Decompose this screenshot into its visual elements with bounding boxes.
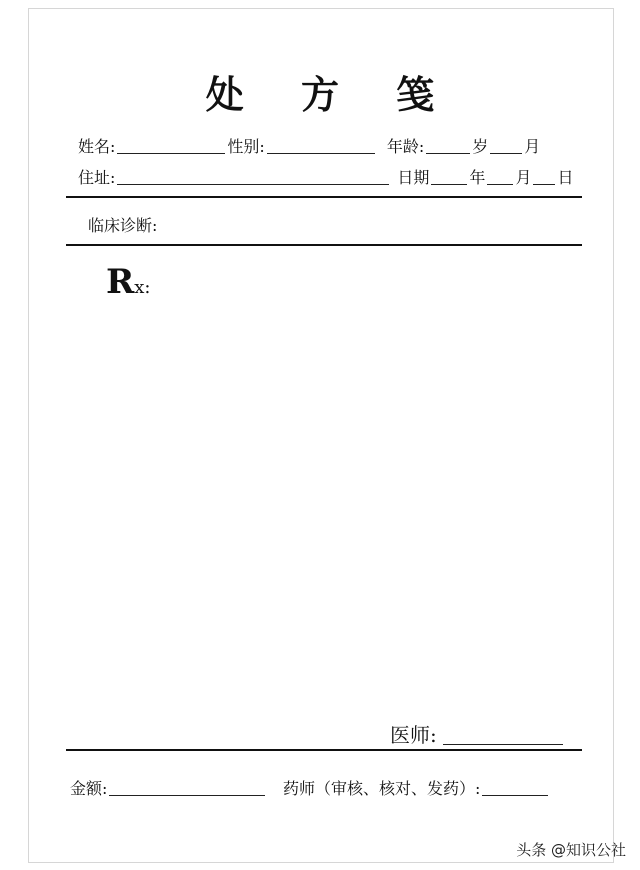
date-month-field[interactable] <box>487 183 513 185</box>
rx-suffix: x: <box>134 277 151 298</box>
doctor-field[interactable] <box>443 743 563 745</box>
rx-letter: R <box>106 262 135 302</box>
diagnosis-label: 临床诊断: <box>88 216 158 235</box>
form-title: 处 方 笺 <box>205 72 457 117</box>
gender-label: 性别: <box>227 137 265 156</box>
watermark: 头条 @知识公社 <box>516 841 626 859</box>
amount-field[interactable] <box>109 794 265 796</box>
age-year-unit: 岁 <box>472 137 489 156</box>
date-year-field[interactable] <box>431 183 467 185</box>
name-field[interactable] <box>117 152 225 154</box>
patient-info-row-1 <box>78 134 540 157</box>
date-year: 年 <box>469 168 486 187</box>
divider-diagnosis <box>66 244 582 246</box>
divider-bottom <box>66 749 582 751</box>
date-month: 月 <box>515 168 532 187</box>
age-years-field[interactable] <box>426 152 470 154</box>
divider-top <box>66 196 582 198</box>
date-day-field[interactable] <box>533 183 555 185</box>
address-field[interactable] <box>117 183 389 185</box>
doctor-signature-row <box>390 719 565 748</box>
gender-field[interactable] <box>267 152 375 154</box>
amount-label: 金额: <box>70 779 108 798</box>
pharmacist-row <box>283 776 550 799</box>
age-months-field[interactable] <box>490 152 522 154</box>
address-label: 住址: <box>78 168 116 187</box>
pharmacist-field[interactable] <box>482 794 548 796</box>
rx-symbol <box>106 262 150 302</box>
amount-row <box>70 776 267 799</box>
date-day: 日 <box>557 168 574 187</box>
doctor-label: 医师: <box>390 723 437 747</box>
pharmacist-label: 药师（审核、核对、发药）: <box>283 779 481 798</box>
age-label: 年龄: <box>386 137 425 156</box>
age-month-unit: 月 <box>524 137 541 156</box>
date-label: 日期 <box>397 168 430 187</box>
name-label: 姓名: <box>78 137 116 156</box>
patient-info-row-2 <box>78 165 573 188</box>
